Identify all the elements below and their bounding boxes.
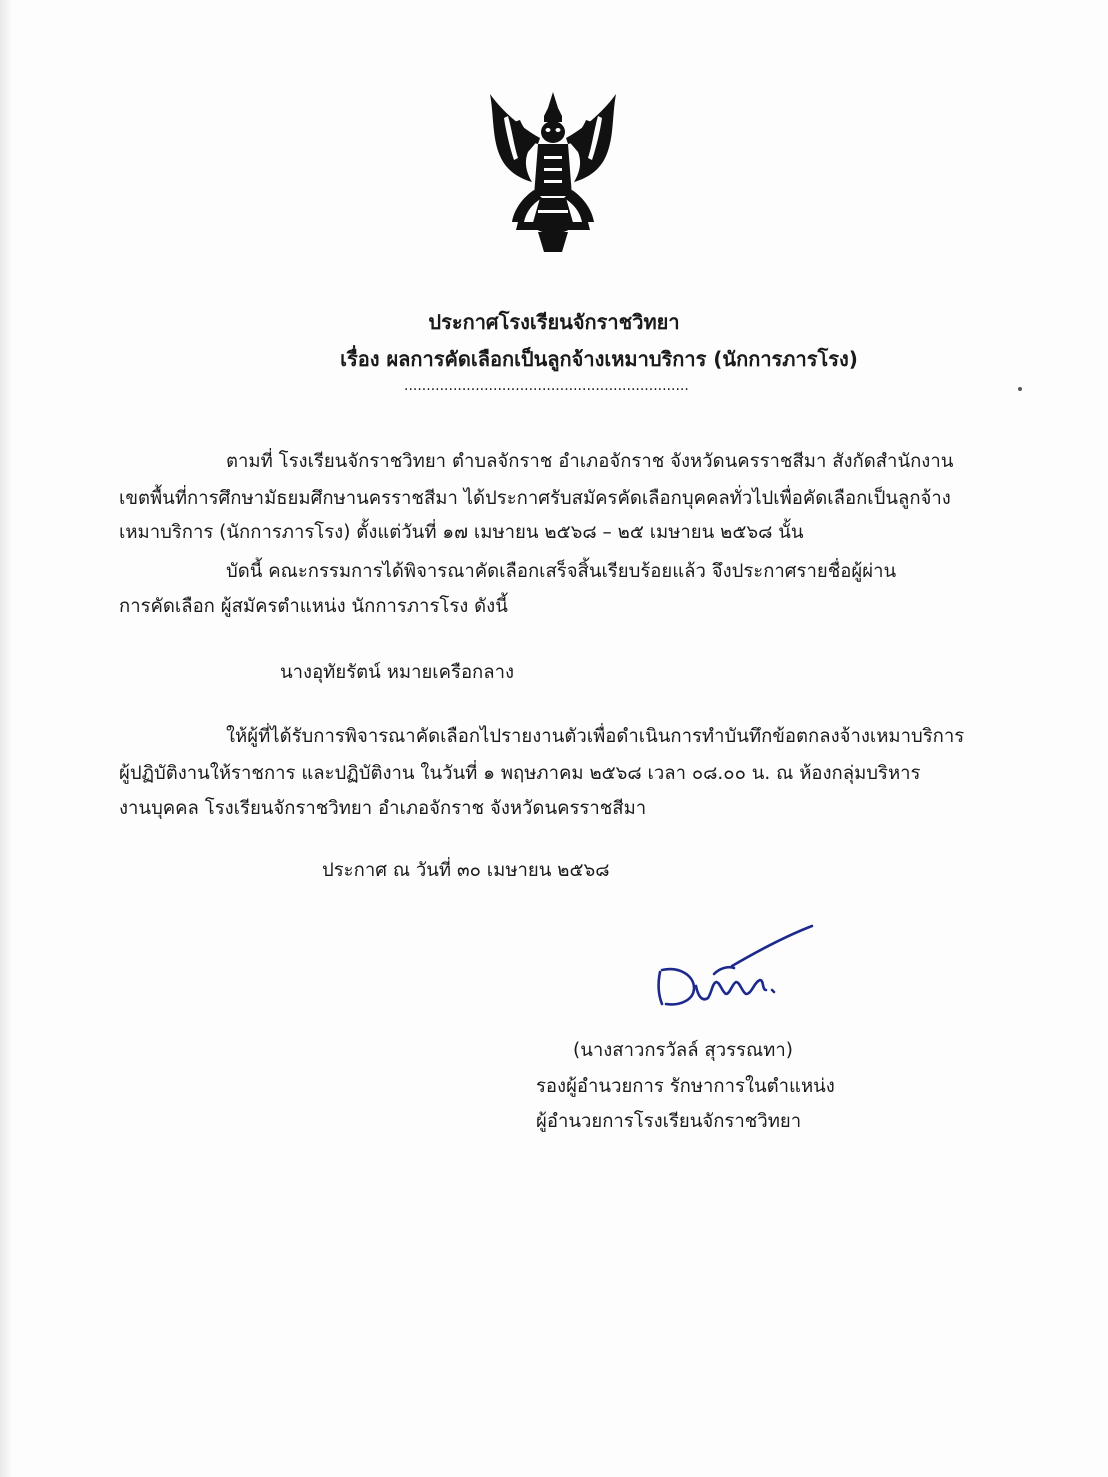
stray-mark: [1018, 387, 1022, 391]
paragraph1-line2: เขตพื้นที่การศึกษามัธยมศึกษานครราชสีมา ได้ประกาศรับสมัครคัดเลือกบุคคลทั่วไปเพื่อคัดเลือกเป็นลูกจ้าง: [119, 488, 951, 509]
paragraph1-line1: ตามที่ โรงเรียนจักราชวิทยา ตำบลจักราช อำเภอจักราช จังหวัดนครราชสีมา สังกัดสำนักงาน: [226, 451, 954, 472]
page-edge-shadow: [0, 0, 12, 1477]
signer-name: (นางสาวกรวัลล์ สุวรรณทา): [573, 1040, 793, 1061]
selected-person-name: นางอุทัยรัตน์ หมายเครือกลาง: [280, 662, 515, 683]
dotted-separator: ................................................................: [404, 378, 689, 394]
document-subject: เรื่อง ผลการคัดเลือกเป็นลูกจ้างเหมาบริการ (นักการภารโรง): [340, 347, 858, 371]
paragraph1-line3: เหมาบริการ (นักการภารโรง) ตั้งแต่วันที่ ๑๗ เมษายน ๒๕๖๘ – ๒๕ เมษายน ๒๕๖๘ นั้น: [119, 522, 804, 543]
paragraph2-line1: บัดนี้ คณะกรรมการได้พิจารณาคัดเลือกเสร็จสิ้นเรียบร้อยแล้ว จึงประกาศรายชื่อผู้ผ่าน: [226, 561, 897, 582]
paragraph3-line2: ผู้ปฏิบัติงานให้ราชการ และปฏิบัติงาน ในวันที่ ๑ พฤษภาคม ๒๕๖๘ เวลา ๐๘.๐๐ น. ณ ห้องกลุ่มบริหาร: [119, 763, 921, 784]
signer-position-line1: รองผู้อำนวยการ รักษาการในตำแหน่ง: [536, 1076, 835, 1097]
paragraph3-line1: ให้ผู้ที่ได้รับการพิจารณาคัดเลือกไปรายงานตัวเพื่อดำเนินการทำบันทึกข้อตกลงจ้างเหมาบริการ: [226, 726, 965, 747]
announcement-date: ประกาศ ณ วันที่ ๓๐ เมษายน ๒๕๖๘: [322, 860, 610, 881]
garuda-emblem-icon: [478, 86, 628, 256]
paragraph2-line2: การคัดเลือก ผู้สมัครตำแหน่ง นักการภารโรง ดังนี้: [119, 596, 508, 617]
signer-position-line2: ผู้อำนวยการโรงเรียนจักราชวิทยา: [536, 1111, 802, 1132]
paragraph3-line3: งานบุคคล โรงเรียนจักราชวิทยา อำเภอจักราช จังหวัดนครราชสีมา: [119, 798, 647, 819]
document-title: ประกาศโรงเรียนจักราชวิทยา: [428, 310, 680, 334]
handwritten-signature: [636, 920, 826, 1010]
